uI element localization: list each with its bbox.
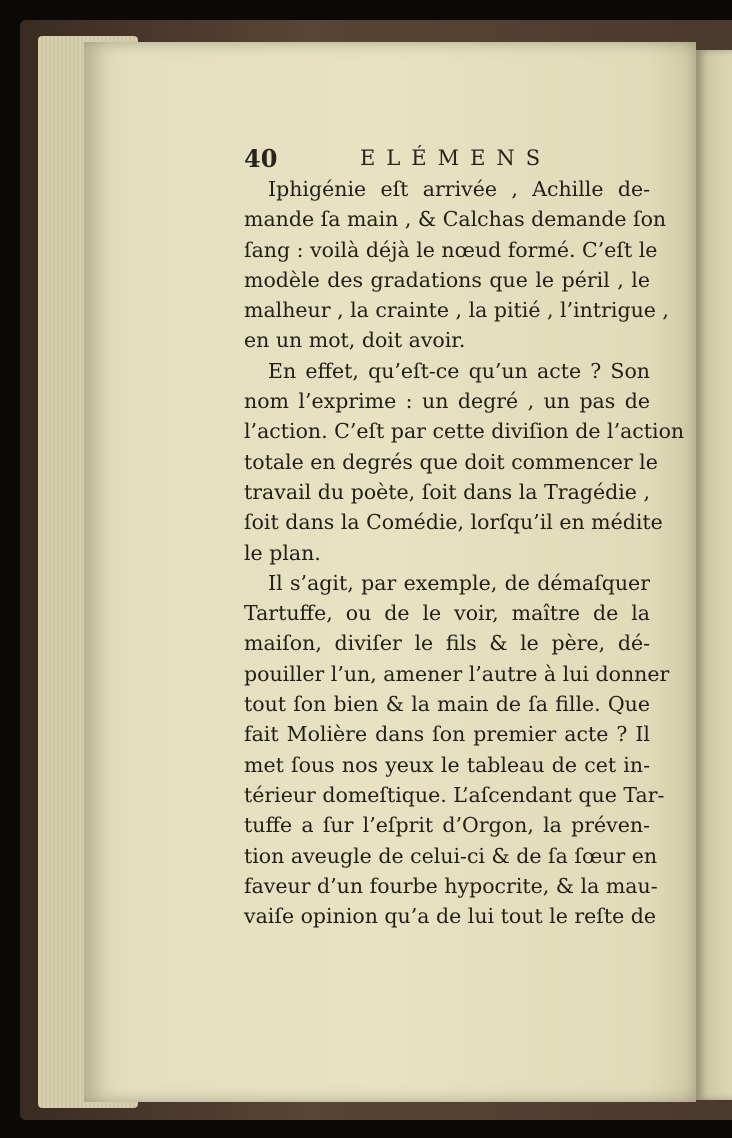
- body-text: [244, 174, 685, 931]
- text-line: mande ſa main , & Calchas demande ſon: [244, 207, 667, 232]
- text-line: en un mot, doit avoir.: [244, 328, 466, 353]
- text-line: tout ſon bien & la main de ſa fille. Que: [244, 692, 650, 717]
- page-header: [244, 144, 664, 174]
- running-title: ELÉMENS: [360, 146, 552, 170]
- text-line: térieur domeſtique. L’aſcendant que Tar-: [244, 782, 665, 807]
- text-line: tuffe a ſur l’eſprit d’Orgon, la préven-: [244, 813, 650, 838]
- text-line: fait Molière dans ſon premier acte ? Il: [244, 722, 650, 747]
- text-line: l’action. C’eſt par cette diviſion de l’action: [244, 419, 685, 444]
- text-line: Il s’agit, par exemple, de démaſquer: [268, 570, 650, 595]
- page-number: 40: [244, 144, 278, 173]
- text-line: Iphigénie eſt arrivée , Achille de-: [268, 177, 650, 201]
- facing-page-edge: [696, 50, 732, 1100]
- text-line: le plan.: [244, 540, 321, 565]
- text-line: malheur , la crainte , la pitié , l’intrigue ,: [244, 298, 669, 323]
- text-line: modèle des gradations que le péril , le: [244, 267, 650, 292]
- text-line: En effet, qu’eſt-ce qu’un acte ? Son: [268, 358, 650, 383]
- text-line: maiſon, diviſer le fils & le père, dé-: [244, 631, 650, 656]
- text-line: ſoit dans la Comédie, lorſqu’il en médite: [244, 510, 663, 535]
- text-line: vaiſe opinion qu’a de lui tout le reſte de: [244, 904, 657, 929]
- text-line: totale en degrés que doit commencer le: [244, 449, 658, 474]
- text-line: nom l’exprime : un degré , un pas de: [244, 389, 650, 414]
- text-line: met ſous nos yeux le tableau de cet in-: [244, 752, 650, 777]
- text-line: travail du poète, ſoit dans la Tragédie ,: [244, 479, 650, 504]
- text-line: ſang : voilà déjà le nœud formé. C’eſt le: [244, 237, 658, 262]
- text-line: faveur d’un fourbe hypocrite, & la mau-: [244, 873, 658, 898]
- text-line: Tartuffe, ou de le voir, maître de la: [244, 601, 650, 626]
- text-line: pouiller l’un, amener l’autre à lui donner: [244, 661, 670, 686]
- text-line: tion aveugle de celui-ci & de ſa ſœur en: [244, 843, 658, 868]
